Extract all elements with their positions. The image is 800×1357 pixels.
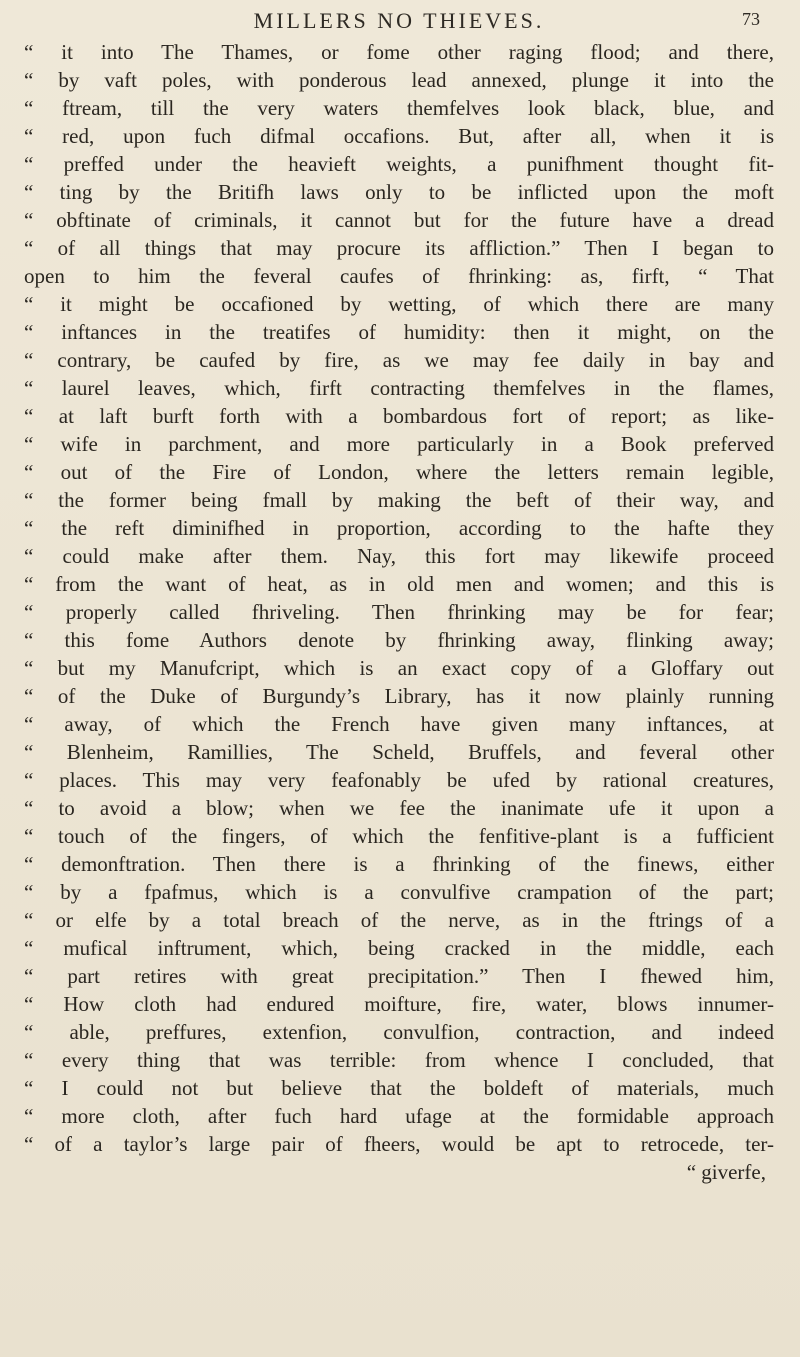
text-line: “ touch of the fingers, of which the fenfitive-plant is a fufficient — [24, 824, 774, 848]
text-line: “ the reft diminifhed in proportion, according to the hafte they — [24, 516, 774, 540]
text-line: “ ting by the Britifh laws only to be inflicted upon the moft — [24, 180, 774, 204]
text-line: “ demonftration. Then there is a fhrinking of the finews, either — [24, 852, 774, 876]
text-line: “ I could not but believe that the boldeft of materials, much — [24, 1076, 774, 1100]
running-title: MILLERS NO THIEVES. — [253, 8, 545, 33]
text-line: “ of a taylor’s large pair of fheers, would be apt to retrocede, ter- — [24, 1132, 774, 1156]
text-line: “ the former being fmall by making the beft of their way, and — [24, 488, 774, 512]
text-line: “ to avoid a blow; when we fee the inanimate ufe it upon a — [24, 796, 774, 820]
text-line: “ from the want of heat, as in old men and women; and this is — [24, 572, 774, 596]
text-line: “ wife in parchment, and more particularly in a Book preferved — [24, 432, 774, 456]
text-line: “ this fome Authors denote by fhrinking away, flinking away; — [24, 628, 774, 652]
text-line: “ of the Duke of Burgundy’s Library, has it now plainly running — [24, 684, 774, 708]
text-line: “ away, of which the French have given many inftances, at — [24, 712, 774, 736]
text-line: “ obftinate of criminals, it cannot but for the future have a dread — [24, 208, 774, 232]
text-line: “ part retires with great precipitation.” Then I fhewed him, — [24, 964, 774, 988]
body-text — [24, 38, 774, 1186]
text-line: “ but my Manufcript, which is an exact copy of a Gloffary out — [24, 656, 774, 680]
text-line: “ at laft burft forth with a bombardous fort of report; as like- — [24, 404, 774, 428]
text-line: “ inftances in the treatifes of humidity: then it might, on the — [24, 320, 774, 344]
catchword: “ giverfe, — [686, 1160, 766, 1184]
text-line: “ able, preffures, extenfion, convulfion, contraction, and indeed — [24, 1020, 774, 1044]
text-line: “ more cloth, after fuch hard ufage at the formidable approach — [24, 1104, 774, 1128]
text-line: “ by a fpafmus, which is a convulfive crampation of the part; — [24, 880, 774, 904]
text-line: “ out of the Fire of London, where the letters remain legible, — [24, 460, 774, 484]
text-line: “ or elfe by a total breach of the nerve, as in the ftrings of a — [24, 908, 774, 932]
text-line: “ it into The Thames, or fome other raging flood; and there, — [24, 40, 774, 64]
text-line: “ ftream, till the very waters themfelves look black, blue, and — [24, 96, 774, 120]
text-line: “ of all things that may procure its affliction.” Then I began to — [24, 236, 774, 260]
page-number: 73 — [742, 9, 760, 29]
text-line: “ preffed under the heavieft weights, a punifhment thought fit- — [24, 152, 774, 176]
text-line: “ every thing that was terrible: from whence I concluded, that — [24, 1048, 774, 1072]
text-line: “ laurel leaves, which, firft contracting themfelves in the flames, — [24, 376, 774, 400]
running-head — [24, 8, 774, 34]
text-line: open to him the feveral caufes of fhrinking: as, firft, “ That — [24, 264, 774, 288]
text-line: “ red, upon fuch difmal occafions. But, after all, when it is — [24, 124, 774, 148]
text-line: “ contrary, be caufed by fire, as we may fee daily in bay and — [24, 348, 774, 372]
text-line: “ Blenheim, Ramillies, The Scheld, Bruffels, and feveral other — [24, 740, 774, 764]
text-line: “ it might be occafioned by wetting, of which there are many — [24, 292, 774, 316]
text-line: “ properly called fhriveling. Then fhrinking may be for fear; — [24, 600, 774, 624]
text-line: “ mufical inftrument, which, being cracked in the middle, each — [24, 936, 774, 960]
text-line: “ How cloth had endured moifture, fire, water, blows innumer- — [24, 992, 774, 1016]
text-line: “ by vaft poles, with ponderous lead annexed, plunge it into the — [24, 68, 774, 92]
text-line: “ could make after them. Nay, this fort may likewife proceed — [24, 544, 774, 568]
text-line: “ places. This may very feafonably be ufed by rational creatures, — [24, 768, 774, 792]
